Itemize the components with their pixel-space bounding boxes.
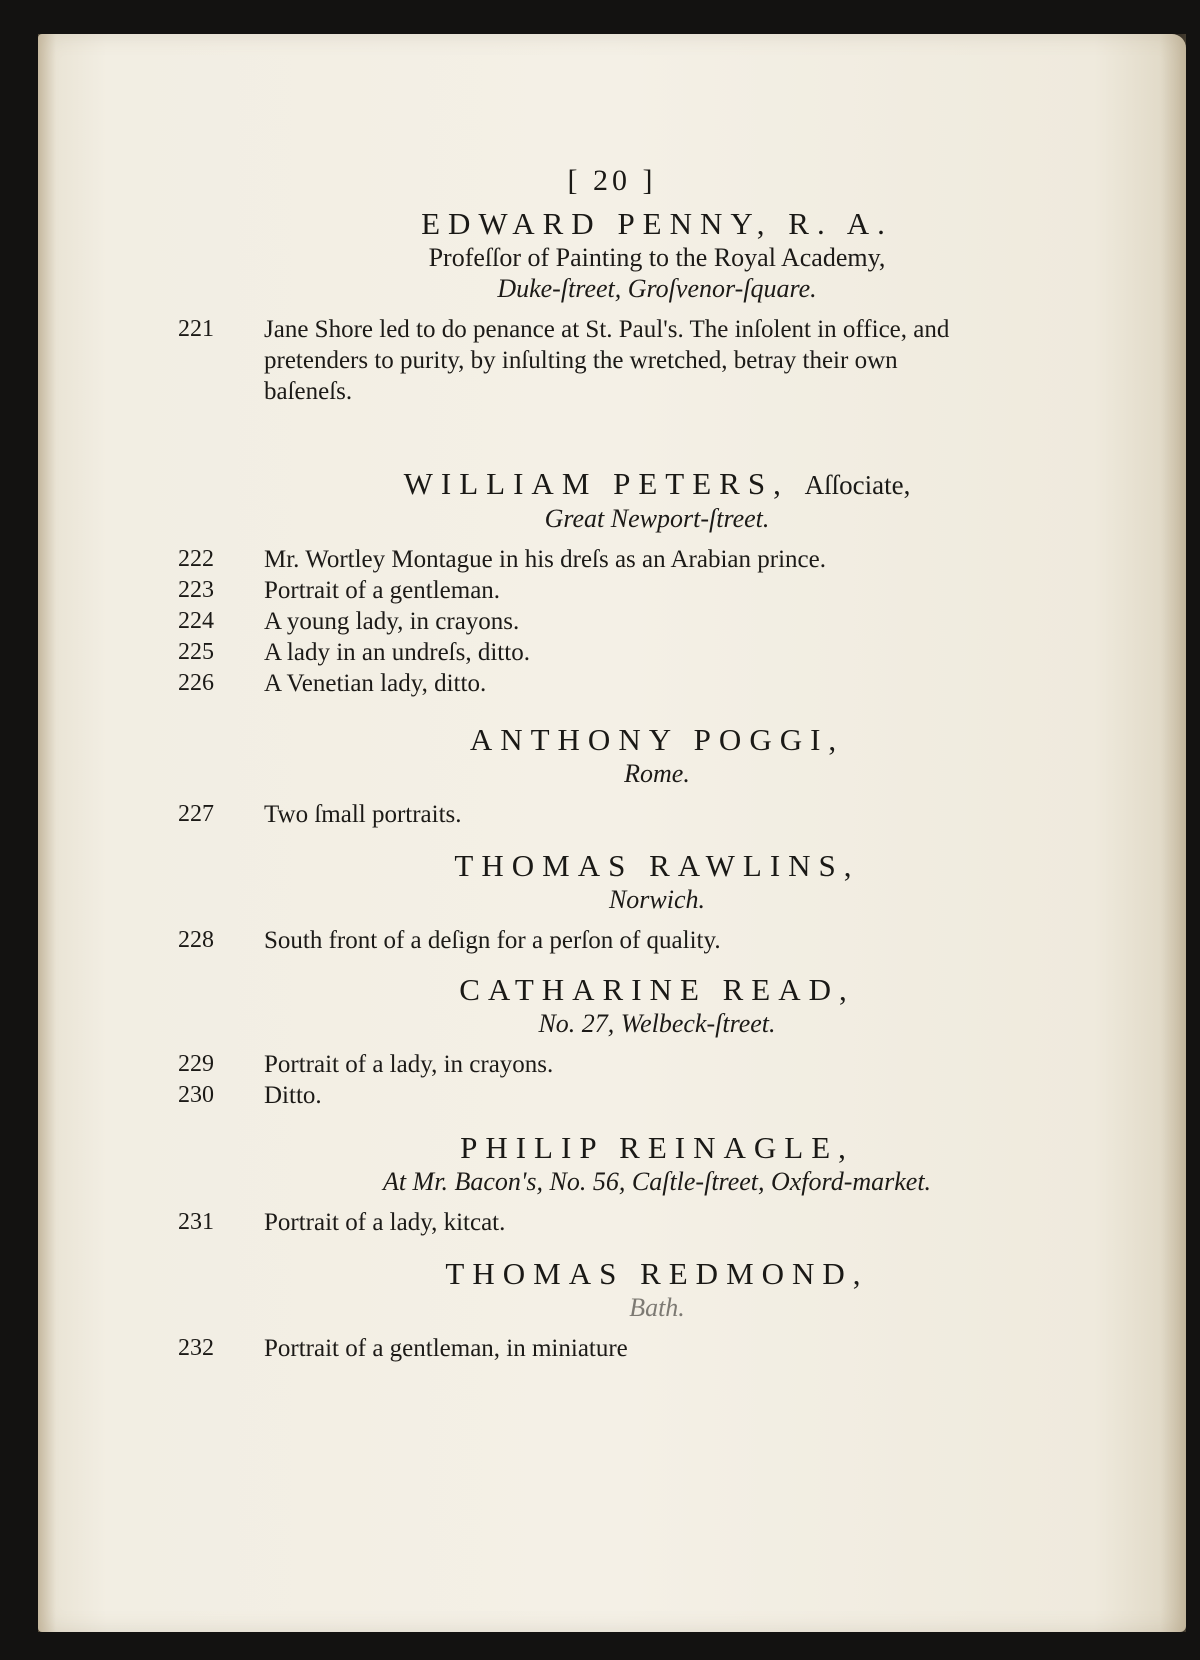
entry-number: 230 <box>178 1082 214 1108</box>
artist-address: Bath. <box>629 1293 685 1322</box>
artist-address: Great Newport-ſtreet. <box>544 504 770 533</box>
list-item <box>38 1080 1186 1111</box>
entry-number: 225 <box>178 639 214 665</box>
entry-number: 232 <box>178 1335 214 1361</box>
entry-text: Jane Shore led to do penance at St. Paul's. The inſolent in office, and pretenders to purity, by inſulting the wretched, betray their own baſeneſs. <box>264 316 950 405</box>
entry-text: Portrait of a gentleman, in miniature <box>264 1335 628 1362</box>
artist-name-text: WILLIAM PETERS, <box>403 466 789 501</box>
list-item <box>38 637 1186 668</box>
entry-list <box>38 314 1186 410</box>
artist-address: Rome. <box>624 759 690 788</box>
artist-section-rawlins <box>38 848 1186 956</box>
list-item <box>38 606 1186 637</box>
artist-address: At Mr. Bacon's, No. 56, Caſtle-ſtreet, Oxford-market. <box>382 1167 932 1196</box>
entry-text: Portrait of a gentleman. <box>264 577 501 604</box>
entry-number: 229 <box>178 1051 214 1077</box>
entry-list <box>38 544 1186 699</box>
entry-text: Mr. Wortley Montague in his dreſs as an Arabian prince. <box>264 546 826 573</box>
list-item <box>38 799 1186 830</box>
entry-text: A Venetian lady, ditto. <box>264 670 487 697</box>
entry-list <box>38 925 1186 956</box>
entry-number: 222 <box>178 546 214 572</box>
entry-number: 226 <box>178 670 214 696</box>
entry-number: 223 <box>178 577 214 603</box>
entry-text: A lady in an undreſs, ditto. <box>264 639 530 666</box>
artist-title: Profeſſor of Painting to the Royal Academy, <box>428 243 886 272</box>
artist-name: THOMAS RAWLINS, <box>454 848 860 883</box>
artist-name: EDWARD PENNY, R. A. <box>421 206 893 241</box>
entry-text: Portrait of a lady, in crayons. <box>264 1051 554 1078</box>
artist-section-peters <box>38 466 1186 699</box>
entry-text: Two ſmall portraits. <box>264 801 462 828</box>
list-item <box>38 1049 1186 1080</box>
entry-list <box>38 799 1186 830</box>
artist-rank: Aſſociate, <box>804 470 911 500</box>
artist-section-penny <box>38 206 1186 410</box>
artist-name: CATHARINE READ, <box>459 972 855 1007</box>
entry-number: 227 <box>178 801 214 827</box>
entry-list <box>38 1049 1186 1111</box>
entry-text: A young lady, in crayons. <box>264 608 520 635</box>
list-item <box>38 544 1186 575</box>
artist-name: ANTHONY POGGI, <box>469 722 845 757</box>
artist-name <box>128 466 1186 503</box>
artist-name: PHILIP REINAGLE, <box>460 1130 854 1165</box>
book-page <box>38 34 1186 1632</box>
artist-address: No. 27, Welbeck-ſtreet. <box>538 1009 776 1038</box>
artist-section-read <box>38 972 1186 1111</box>
entry-text: Portrait of a lady, kitcat. <box>264 1209 506 1236</box>
entry-number: 224 <box>178 608 214 634</box>
artist-name: THOMAS REDMOND, <box>445 1256 869 1291</box>
list-item <box>38 925 1186 956</box>
page-number: [ 20 ] <box>567 164 657 197</box>
artist-section-poggi <box>38 722 1186 830</box>
page-content <box>38 34 1186 1632</box>
artist-address: Norwich. <box>608 885 706 914</box>
entry-number: 221 <box>178 316 214 342</box>
entry-number: 231 <box>178 1209 214 1235</box>
entry-text: South front of a deſign for a perſon of quality. <box>264 927 721 954</box>
list-item <box>38 1333 1186 1364</box>
artist-address: Duke-ſtreet, Groſvenor-ſquare. <box>497 274 817 303</box>
list-item <box>38 575 1186 606</box>
list-item <box>38 314 1186 410</box>
entry-list <box>38 1333 1186 1364</box>
entry-list <box>38 1207 1186 1238</box>
artist-section-redmond <box>38 1256 1186 1364</box>
list-item <box>38 1207 1186 1238</box>
artist-section-reinagle <box>38 1130 1186 1238</box>
list-item <box>38 668 1186 699</box>
entry-number: 228 <box>178 927 214 953</box>
entry-text: Ditto. <box>264 1082 322 1109</box>
